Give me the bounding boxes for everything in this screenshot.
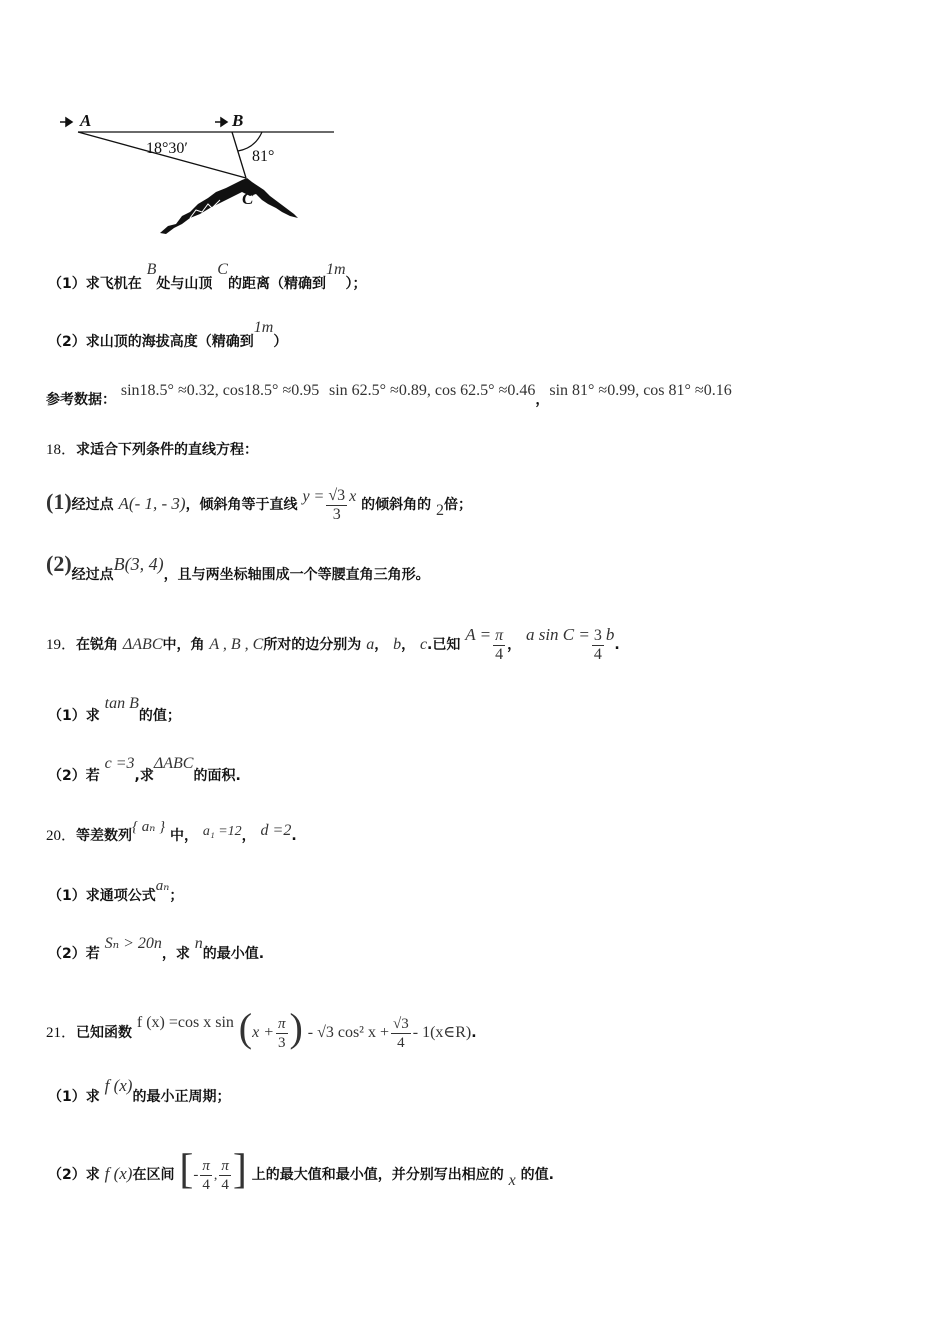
q20-p1-text1: 求通项公式 <box>85 888 156 904</box>
q20-end: . <box>291 828 297 844</box>
q18-p1-point: A(- 1, - 3) <box>118 494 186 513</box>
q18-p1-text2: ，倾斜角等于直线 <box>185 497 298 513</box>
arrow-b-icon <box>215 118 227 126</box>
q18-p1-fraction: $\frac{√3}{3}$ <box>328 486 346 523</box>
q20-p2-index: （2） <box>48 946 86 962</box>
q21-p1-expr: f (x) <box>104 1076 133 1095</box>
q18-part-2 <box>46 550 430 594</box>
q21-left-paren: ( <box>238 1005 253 1050</box>
q19-p1-index: （1） <box>48 708 86 724</box>
q21-left-bracket: [ <box>179 1147 194 1193</box>
q21-right-bracket: ] <box>232 1147 247 1193</box>
q19-p2-text2: ,求 <box>134 768 154 784</box>
q19-side-c: c <box>419 636 428 653</box>
label-angle-2: 81° <box>252 148 275 165</box>
q19-p2-index: （2） <box>48 768 86 784</box>
q21-text1: 已知函数 <box>76 1025 133 1041</box>
q21-p1-text2: 的最小正周期； <box>132 1089 231 1105</box>
q17-p1-var2: C <box>217 261 228 278</box>
q19-cond2-fraction: $\frac{3}{4}$ <box>593 626 602 663</box>
q17-p2-index: （2） <box>48 334 86 350</box>
q18-p2-text2: ，且与两坐标轴围成一个等腰直角三角形。 <box>163 567 430 583</box>
q21-p2-index: （2） <box>48 1167 86 1183</box>
q17-p1-text2: 处与山顶 <box>156 276 213 292</box>
q19-cond2-lhs: a sin C = <box>525 625 590 644</box>
q17-part-1 <box>48 261 367 304</box>
q17-p2-text1: 求山顶的海拔高度（精确到 <box>85 334 254 350</box>
label-b: B <box>232 111 244 130</box>
q18-p1-text1: 经过点 <box>71 497 114 513</box>
q19-p2-cond: c =3 <box>104 755 135 772</box>
q18-p1-text3: 的倾斜角的 <box>361 497 432 513</box>
q20-seq: { aₙ } <box>132 819 166 835</box>
q18-p1-text4: 倍； <box>443 497 472 513</box>
q19-p2-triangle: ΔABC <box>153 755 194 772</box>
q17-p1-text4: ）； <box>345 276 367 292</box>
label-c: C <box>242 189 254 208</box>
q20-p2-text3: 的最小值. <box>202 946 265 962</box>
q21-num: 21． <box>46 1025 77 1041</box>
q19-text3: 所对的边分别为 <box>263 637 362 653</box>
q19-p2-text1: 若 <box>85 768 100 784</box>
q21-int-left-sign: - <box>193 1167 199 1183</box>
q17-p1-text3: 的距离（精确到 <box>227 276 326 292</box>
q18-p2-index: (2) <box>46 551 72 576</box>
q20-text1: 等差数列 <box>76 828 133 844</box>
q18-num: 18． <box>46 442 77 458</box>
q17-reference <box>46 380 732 420</box>
q20-part-2 <box>48 934 264 974</box>
q20-p2-expr: Sₙ > 20n <box>104 935 162 952</box>
mountain-figure <box>50 100 350 240</box>
q19-comma: ， <box>507 637 522 653</box>
q21-p2-text2: 在区间 <box>132 1167 175 1183</box>
q21-f-lhs: f (x) =cos x sin <box>136 1014 234 1031</box>
q21-pi-fraction: $\frac{\pi}{3}$ <box>278 1015 286 1051</box>
q21-p2-text1: 求 <box>85 1167 100 1183</box>
q20-part-1 <box>48 876 183 916</box>
label-angle-1: 18°30′ <box>146 140 188 157</box>
q19-cond2-var: b <box>605 625 615 644</box>
q20-p1-text2: ； <box>169 888 184 904</box>
q21-p2-expr: f (x) <box>104 1164 133 1183</box>
q18-p1-eq-var: x <box>349 488 357 505</box>
q17-p1-unit: 1m <box>325 261 346 278</box>
q17-p2-unit: 1m <box>253 319 274 336</box>
q21-mid: - √3 cos² x + <box>307 1024 389 1041</box>
q19-statement <box>46 614 620 674</box>
q21-end: . <box>471 1025 477 1041</box>
q20-text2: 中， <box>169 828 198 844</box>
q17-p1-text1: 求飞机在 <box>85 276 142 292</box>
q20-p1-index: （1） <box>48 888 86 904</box>
q18-p2-point: B(3, 4) <box>113 554 164 574</box>
q17-ref-label: 参考数据： <box>46 392 116 408</box>
q19-cond1-lhs: A = <box>465 625 492 644</box>
q21-root-fraction: $\frac{√3}{4}$ <box>393 1015 409 1051</box>
q21-part-1 <box>48 1074 230 1118</box>
q19-part-1 <box>48 694 181 738</box>
q21-part-2 <box>48 1136 554 1196</box>
q19-cond1-fraction: $\frac{\pi}{4}$ <box>495 626 504 663</box>
q21-right-paren: ) <box>289 1005 303 1050</box>
q17-ref-data2: sin 62.5° ≈0.89, cos 62.5° ≈0.46 <box>328 382 536 399</box>
q19-sep1: ， <box>374 637 389 653</box>
q19-text4: .已知 <box>427 637 461 653</box>
q20-p2-text2: ，求 <box>161 946 190 962</box>
q17-p1-var: B <box>146 261 157 278</box>
q19-text1: 在锐角 <box>76 637 119 653</box>
q21-int-right-fraction: $\frac{\pi}{4}$ <box>221 1157 229 1193</box>
q19-sep2: ， <box>401 637 416 653</box>
q17-ref-data1: sin18.5° ≈0.32, cos18.5° ≈0.95 <box>120 382 320 399</box>
q21-p1-index: （1） <box>48 1089 86 1105</box>
q20-p1-expr: aₙ <box>155 878 170 894</box>
q18-title <box>46 438 258 462</box>
q19-p1-text1: 求 <box>85 708 100 724</box>
q17-part-2 <box>48 319 288 362</box>
q17-ref-data3: sin 81° ≈0.99, cos 81° ≈0.16 <box>549 382 732 399</box>
q19-side-a: a <box>366 636 375 653</box>
q19-p1-text2: 的值； <box>138 708 181 724</box>
q19-end: . <box>614 637 620 653</box>
q19-p1-expr: tan B <box>104 695 139 712</box>
q21-statement <box>46 994 477 1054</box>
q20-sep: ， <box>241 828 256 844</box>
arrow-a-icon <box>60 118 72 126</box>
q21-p2-text3: 上的最大值和最小值，并分别写出相应的 <box>251 1167 504 1183</box>
q19-p2-text3: 的面积. <box>193 768 241 784</box>
q18-title-text: 求适合下列条件的直线方程： <box>76 442 259 458</box>
q19-side-b: b <box>393 636 402 653</box>
q21-p1-text1: 求 <box>85 1089 100 1105</box>
q17-ref-sep: ， <box>535 392 550 408</box>
q19-angles: A , B , C <box>209 636 264 653</box>
q19-num: 19． <box>46 637 77 653</box>
q20-a1: a₁ =12 <box>202 824 242 839</box>
q21-paren-inner: x + <box>252 1024 275 1041</box>
q18-p1-factor: 2 <box>435 502 444 519</box>
q18-part-1 <box>46 474 472 530</box>
q18-p2-text1: 经过点 <box>71 567 114 583</box>
sight-line-bc <box>232 132 246 178</box>
q19-part-2 <box>48 754 241 798</box>
q17-p2-text2: ） <box>273 334 288 350</box>
q19-text2: 中，角 <box>162 637 205 653</box>
q18-p1-eq-lhs: y = <box>302 488 325 505</box>
q20-p2-text1: 若 <box>85 946 100 962</box>
q21-int-left-fraction: $\frac{\pi}{4}$ <box>202 1157 210 1193</box>
q19-triangle: ΔABC <box>122 636 163 653</box>
q20-d: d =2 <box>260 822 292 839</box>
q21-p2-text4: 的值. <box>520 1167 554 1183</box>
label-a: A <box>80 111 92 130</box>
q21-int-comma: , <box>213 1168 218 1183</box>
q17-p1-index: （1） <box>48 276 86 292</box>
q20-p2-var: n <box>194 935 203 952</box>
q21-p2-var: x <box>508 1172 516 1189</box>
q21-tail: - 1(x∈R) <box>412 1024 472 1041</box>
q20-num: 20． <box>46 828 77 844</box>
mountain-silhouette <box>160 178 298 234</box>
q18-p1-index: (1) <box>46 489 72 514</box>
q20-statement <box>46 816 297 856</box>
